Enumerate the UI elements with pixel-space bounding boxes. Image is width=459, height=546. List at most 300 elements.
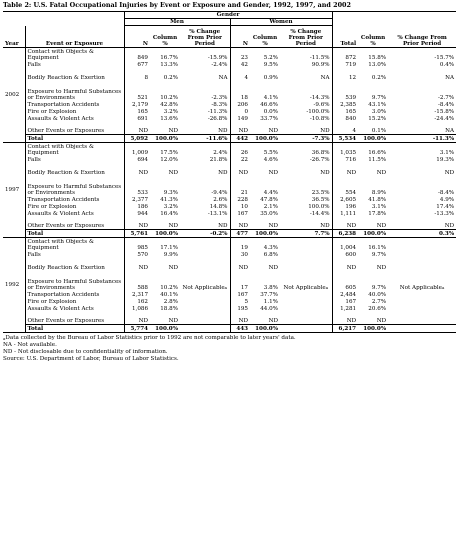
table-row	[3, 258, 456, 271]
table-row	[3, 48, 456, 61]
event-label: Bodily Reaction & Exertion	[25, 68, 124, 81]
tot-pct-cell: 15.8%	[358, 48, 388, 61]
tot-n-cell: 12	[332, 68, 358, 81]
women-chg-cell: 90.9%	[311, 61, 330, 68]
women-chg-cell	[280, 291, 332, 298]
tot-pct-cell: ND	[376, 264, 387, 271]
men-chg-cell	[180, 258, 230, 271]
tot-n-cell: ND	[332, 217, 358, 230]
table-row	[3, 291, 456, 298]
total-change-header: % Change From Prior Period	[388, 26, 456, 48]
women-chg-cell: NA	[320, 74, 330, 81]
total-men-chg-cell: -11.6%	[180, 135, 230, 143]
women-pct-cell: ND	[268, 223, 278, 230]
table-row	[3, 101, 456, 108]
women-pct-cell: 35.0%	[260, 210, 278, 217]
men-pct-cell: 0.2%	[163, 74, 178, 81]
total-label: Total	[25, 325, 124, 333]
women-pct-cell: 33.7%	[260, 115, 278, 122]
total-label: Total	[25, 135, 124, 143]
table-row	[3, 81, 456, 101]
men-n-cell: ND	[138, 223, 148, 230]
women-n-cell: 149	[230, 115, 250, 122]
tot-pct-cell: 3.1%	[371, 203, 387, 210]
men-n-cell: 2,179	[131, 101, 148, 108]
tot-chg-cell	[388, 291, 456, 298]
event-label: Assaults & Violent Acts	[25, 305, 124, 312]
tot-chg-cell	[388, 258, 456, 271]
event-label: Falls	[25, 156, 124, 163]
women-chg-cell: 23.5%	[311, 189, 330, 196]
men-pct-cell: ND	[168, 128, 178, 135]
tot-n-cell: 1,281	[332, 305, 358, 312]
tot-chg-cell	[388, 271, 456, 291]
men-chg-cell: 14.8%	[209, 203, 228, 210]
men-pct-cell: 12.0%	[160, 156, 178, 163]
tot-n-cell: 554	[332, 176, 358, 196]
women-n-cell: 19	[230, 238, 250, 251]
women-chg-cell	[280, 305, 332, 312]
women-pct-cell: 46.6%	[260, 101, 278, 108]
men-pct-cell: 16.4%	[160, 210, 178, 217]
men-chg-cell: ND	[218, 169, 228, 176]
tot-chg-cell: -15.7%	[388, 48, 456, 61]
tot-pct-cell: 0.2%	[371, 74, 387, 81]
total-men-chg-cell: -0.2%	[180, 230, 230, 238]
women-chg-cell	[280, 251, 332, 258]
women-pct-cell: 1.1%	[263, 298, 278, 305]
men-n-cell: 1,009	[124, 143, 150, 156]
event-label: Fire or Explosion	[25, 298, 124, 305]
total-women-chg-cell: -7.3%	[280, 135, 332, 143]
women-chg-cell: ND	[320, 223, 330, 230]
tot-pct-cell: 16.1%	[358, 238, 388, 251]
tot-chg-cell	[388, 238, 456, 251]
women-chg-cell: -14.3%	[309, 94, 330, 101]
table-row	[3, 163, 456, 176]
tot-n-cell: 600	[332, 251, 358, 258]
men-pct-cell: 16.7%	[150, 48, 180, 61]
women-chg-cell: 36.8%	[280, 143, 332, 156]
tot-pct-cell: 17.8%	[368, 210, 387, 217]
table-row	[3, 143, 456, 156]
men-pct-cell: 17.5%	[150, 143, 180, 156]
total-label: Total	[25, 230, 124, 238]
total-tot-n-cell: 5,534	[332, 135, 358, 143]
total-women-pct-cell: 100.0%	[250, 325, 280, 333]
tot-chg-cell: 4.9%	[439, 196, 455, 203]
gender-header: Gender	[124, 12, 332, 19]
women-n-cell: ND	[230, 217, 250, 230]
men-pct-cell: ND	[168, 223, 178, 230]
women-chg-cell: -26.7%	[309, 156, 330, 163]
men-n-cell: 985	[124, 238, 150, 251]
women-chg-cell: ND	[320, 169, 330, 176]
footnote-comparability: $^a$Data collected by the Bureau of Labor Statistics prior to 1992 are not comparable to later years' data.	[3, 335, 296, 342]
men-pct-cell: 17.1%	[150, 238, 180, 251]
women-pct-cell: 2.1%	[263, 203, 278, 210]
footnote-na: NA - Not available.	[3, 342, 57, 349]
footnotes	[3, 335, 456, 363]
total-header: Total	[332, 26, 358, 48]
event-label: Transportation Accidents	[25, 196, 124, 203]
men-chg-cell	[180, 298, 230, 305]
not-applicable-label: Not Applicable	[399, 284, 442, 291]
women-chg-cell: ND	[320, 128, 330, 135]
women-pct-cell: ND	[268, 318, 278, 325]
women-n-cell: 42	[230, 61, 250, 68]
total-men-n-cell: 5,761	[124, 230, 150, 238]
women-pct-cell: ND	[268, 169, 278, 176]
fatal-injuries-table	[3, 11, 456, 333]
men-pct-cell: 2.8%	[163, 298, 178, 305]
event-label: Assaults & Violent Acts	[25, 210, 124, 217]
total-women-chg-cell: 7.7%	[280, 230, 332, 238]
women-chg-cell: -14.4%	[309, 210, 330, 217]
women-pct-cell: 37.7%	[260, 291, 278, 298]
total-row	[3, 230, 456, 238]
men-chg-cell: -13.1%	[207, 210, 228, 217]
event-label: Fire or Explosion	[25, 108, 124, 115]
tot-n-cell: 719	[332, 61, 358, 68]
table-row	[3, 176, 456, 196]
tot-chg-cell: 17.4%	[436, 203, 455, 210]
women-n-cell: 30	[230, 251, 250, 258]
men-pct-cell: 18.8%	[160, 305, 178, 312]
footnote-marker: a	[224, 284, 228, 290]
tot-chg-cell: -8.4%	[437, 189, 455, 196]
men-chg-cell: 2.4%	[180, 143, 230, 156]
tot-chg-cell: -13.3%	[434, 210, 455, 217]
men-pct-cell: 3.2%	[163, 108, 178, 115]
total-men-pct-cell: 100.0%	[150, 325, 180, 333]
total-row	[3, 135, 456, 143]
men-chg-cell	[180, 251, 230, 258]
event-label: Exposure to Harmful Substances or Environments	[25, 176, 124, 196]
men-chg-cell	[180, 312, 230, 325]
men-pct-cell: ND	[168, 318, 178, 325]
not-applicable-label: Not Applicable	[283, 284, 326, 291]
women-n-cell: 26	[230, 143, 250, 156]
women-pct-cell: 3.8%	[263, 284, 278, 291]
table-row	[3, 210, 456, 217]
tot-pct-cell: 20.6%	[368, 305, 387, 312]
event-label: Other Events or Exposures	[25, 217, 124, 230]
men-n-cell: ND	[138, 169, 148, 176]
event-label: Bodily Reaction & Exertion	[25, 163, 124, 176]
men-chg-cell: ND	[218, 223, 228, 230]
tot-pct-cell: 43.1%	[368, 101, 387, 108]
men-n-cell: 8	[144, 74, 148, 81]
footnote-source: Source: U.S. Department of Labor, Bureau of Labor Statistics.	[3, 356, 179, 363]
women-pct-cell: 0.9%	[263, 74, 278, 81]
tot-n-cell: 539	[332, 81, 358, 101]
table-row	[3, 298, 456, 305]
men-n-cell: 849	[124, 48, 150, 61]
men-pct-cell: 3.2%	[163, 203, 178, 210]
men-chg-cell: ND	[218, 128, 228, 135]
tot-pct-cell: ND	[376, 223, 387, 230]
women-chg-cell	[280, 312, 332, 325]
event-label: Falls	[25, 251, 124, 258]
tot-n-cell: 2,484	[332, 291, 358, 298]
event-label: Contact with Objects & Equipment	[25, 238, 124, 251]
men-change-header: % Change From Prior Period	[180, 26, 230, 48]
tot-pct-cell: 3.0%	[371, 108, 387, 115]
footnote-nd: ND - Not disclosable due to confidentiality of information.	[3, 349, 168, 356]
event-label: Assaults & Violent Acts	[25, 115, 124, 122]
women-n-cell: 17	[230, 271, 250, 291]
total-women-n-cell: 442	[230, 135, 250, 143]
total-tot-chg-cell: -11.3%	[388, 135, 456, 143]
tot-chg-cell: NA	[445, 74, 455, 81]
women-pct-cell: 5.5%	[250, 143, 280, 156]
total-women-pct-cell: 100.0%	[250, 230, 280, 238]
total-tot-chg-cell	[388, 325, 456, 333]
footnote-marker: a	[441, 284, 445, 290]
event-header: Event or Exposure	[25, 26, 124, 48]
women-chg-cell: -100.0%	[306, 108, 330, 115]
men-n-cell: ND	[138, 128, 148, 135]
total-row	[3, 325, 456, 333]
tot-pct-cell: 40.0%	[368, 291, 387, 298]
women-n-cell: 167	[230, 210, 250, 217]
tot-n-cell: 840	[332, 115, 358, 122]
women-chg-cell	[280, 298, 332, 305]
tot-n-cell: 4	[332, 122, 358, 135]
tot-n-cell: 165	[332, 108, 358, 115]
men-chg-cell	[180, 305, 230, 312]
men-n-cell: 570	[137, 251, 148, 258]
table-row	[3, 305, 456, 312]
table-row	[3, 217, 456, 230]
footnote-marker: a	[3, 336, 6, 342]
women-n-cell: 195	[230, 305, 250, 312]
men-chg-cell: -2.3%	[211, 94, 228, 101]
men-n-cell: ND	[138, 318, 148, 325]
women-pct-cell: 4.4%	[263, 189, 278, 196]
tot-pct-cell: ND	[376, 169, 387, 176]
tot-chg-cell	[388, 298, 456, 305]
tot-pct-cell: 0.1%	[371, 128, 387, 135]
table-row	[3, 68, 456, 81]
women-chg-cell: -9.6%	[313, 101, 330, 108]
tot-pct-cell: 15.2%	[368, 115, 387, 122]
men-n-cell: 2,317	[131, 291, 148, 298]
men-chg-cell: -11.3%	[207, 108, 228, 115]
total-tot-n-cell: 6,217	[332, 325, 358, 333]
tot-pct-cell: 2.7%	[371, 298, 387, 305]
table-row	[3, 156, 456, 163]
total-tot-pct-cell: 100.0%	[358, 135, 388, 143]
table-row	[3, 61, 456, 68]
tot-chg-cell: NA	[445, 128, 455, 135]
year-cell: 2002	[3, 48, 25, 143]
women-n-cell: 23	[230, 48, 250, 61]
event-label: Other Events or Exposures	[25, 312, 124, 325]
women-n-cell: ND	[230, 258, 250, 271]
men-n-cell: 162	[137, 298, 148, 305]
women-pct-cell: 9.5%	[263, 61, 278, 68]
total-tot-n-cell: 6,238	[332, 230, 358, 238]
women-pct-cell: ND	[268, 264, 278, 271]
men-colpct-header: Column %	[150, 26, 180, 48]
women-n-cell: ND	[230, 163, 250, 176]
men-chg-cell: -8.3%	[211, 101, 228, 108]
total-women-chg-cell	[280, 325, 332, 333]
men-chg-cell	[180, 271, 230, 291]
event-label: Exposure to Harmful Substances or Environments	[25, 271, 124, 291]
women-chg-cell: 100.0%	[308, 203, 330, 210]
women-pct-cell: 4.3%	[250, 238, 280, 251]
tot-n-cell: 1,111	[332, 210, 358, 217]
men-pct-cell: 13.3%	[160, 61, 178, 68]
men-chg-cell	[180, 291, 230, 298]
women-n-cell: 5	[230, 298, 250, 305]
tot-chg-cell: ND	[444, 169, 455, 176]
total-tot-pct-cell: 100.0%	[358, 230, 388, 238]
tot-n-cell: 605	[332, 271, 358, 291]
women-pct-cell: 44.0%	[260, 305, 278, 312]
men-pct-cell: 42.8%	[160, 101, 178, 108]
men-n-cell: 165	[137, 108, 148, 115]
total-women-n-cell: 477	[230, 230, 250, 238]
women-chg-cell	[280, 238, 332, 251]
table-row	[3, 251, 456, 258]
men-pct-cell: ND	[168, 264, 178, 271]
men-chg-cell	[180, 238, 230, 251]
men-pct-cell: ND	[168, 169, 178, 176]
tot-chg-cell	[388, 312, 456, 325]
men-pct-cell: 13.6%	[160, 115, 178, 122]
event-label: Bodily Reaction & Exertion	[25, 258, 124, 271]
men-n-header: N	[124, 26, 150, 48]
tot-pct-cell: 16.6%	[358, 143, 388, 156]
women-n-header: N	[230, 26, 250, 48]
tot-chg-cell	[388, 305, 456, 312]
total-colpct-header: Column %	[358, 26, 388, 48]
tot-n-cell: 2,385	[332, 101, 358, 108]
tot-pct-cell: 41.8%	[368, 196, 387, 203]
tot-pct-cell: ND	[376, 318, 387, 325]
women-n-cell: 10	[230, 203, 250, 210]
tot-n-cell: 1,004	[332, 238, 358, 251]
women-pct-cell: 4.6%	[263, 156, 278, 163]
women-chg-cell	[280, 271, 332, 291]
tot-n-cell: 2,605	[332, 196, 358, 203]
men-n-cell: 186	[137, 203, 148, 210]
men-chg-cell: 2.6%	[213, 196, 228, 203]
men-pct-cell: 10.2%	[160, 284, 178, 291]
event-label: Fire or Explosion	[25, 203, 124, 210]
women-pct-cell: 5.2%	[250, 48, 280, 61]
tot-chg-cell: 0.4%	[439, 61, 455, 68]
women-chg-cell: -11.5%	[280, 48, 332, 61]
tot-n-cell: 872	[332, 48, 358, 61]
table-row	[3, 122, 456, 135]
women-header: Women	[230, 19, 332, 26]
footnote-marker: a	[325, 284, 329, 290]
table-row	[3, 203, 456, 210]
total-men-pct-cell: 100.0%	[150, 135, 180, 143]
women-chg-cell: -10.8%	[309, 115, 330, 122]
event-label: Contact with Objects & Equipment	[25, 143, 124, 156]
men-n-cell: 691	[137, 115, 148, 122]
tot-n-cell: 1,035	[332, 143, 358, 156]
table-row	[3, 108, 456, 115]
women-n-cell: 167	[230, 291, 250, 298]
tot-chg-cell: -8.4%	[437, 101, 455, 108]
total-women-n-cell: 443	[230, 325, 250, 333]
tot-chg-cell: ND	[444, 223, 455, 230]
total-men-n-cell: 5,092	[124, 135, 150, 143]
tot-n-cell: 196	[332, 203, 358, 210]
tot-pct-cell: 9.7%	[371, 284, 387, 291]
year-cell: 1992	[3, 238, 25, 333]
women-colpct-header: Column %	[250, 26, 280, 48]
table-row	[3, 115, 456, 122]
tot-n-cell: ND	[332, 163, 358, 176]
tot-pct-cell: 11.5%	[368, 156, 387, 163]
tot-chg-cell: -15.8%	[434, 108, 455, 115]
men-chg-cell: -15.9%	[180, 48, 230, 61]
men-n-cell: 2,377	[131, 196, 148, 203]
event-label: Falls	[25, 61, 124, 68]
tot-pct-cell: 13.0%	[368, 61, 387, 68]
total-tot-pct-cell: 100.0%	[358, 325, 388, 333]
men-n-cell: ND	[138, 264, 148, 271]
event-label: Contact with Objects & Equipment	[25, 48, 124, 61]
women-chg-cell: 36.5%	[311, 196, 330, 203]
women-n-cell: 4	[230, 68, 250, 81]
not-applicable-label: Not Applicable	[182, 284, 225, 291]
women-change-header: % Change From Prior Period	[280, 26, 332, 48]
women-n-cell: ND	[230, 312, 250, 325]
table-row	[3, 196, 456, 203]
tot-chg-cell: -24.4%	[434, 115, 455, 122]
men-pct-cell: 9.3%	[163, 189, 178, 196]
men-pct-cell: 10.2%	[160, 94, 178, 101]
women-n-cell: ND	[230, 122, 250, 135]
year-header: Year	[3, 26, 25, 48]
table-row	[3, 271, 456, 291]
tot-n-cell: ND	[332, 258, 358, 271]
tot-pct-cell: 8.9%	[371, 189, 387, 196]
tot-n-cell: 167	[332, 298, 358, 305]
men-n-cell: 533	[137, 189, 148, 196]
men-chg-cell: 21.8%	[209, 156, 228, 163]
tot-chg-cell: 19.3%	[436, 156, 455, 163]
year-cell: 1997	[3, 143, 25, 238]
men-pct-cell: 40.1%	[160, 291, 178, 298]
men-n-cell: 944	[137, 210, 148, 217]
women-n-cell: 21	[230, 176, 250, 196]
tot-n-cell: ND	[332, 312, 358, 325]
men-n-cell: 677	[137, 61, 148, 68]
event-label: Other Events or Exposures	[25, 122, 124, 135]
event-label: Transportation Accidents	[25, 291, 124, 298]
total-women-pct-cell: 100.0%	[250, 135, 280, 143]
total-men-chg-cell	[180, 325, 230, 333]
tot-n-cell: 716	[332, 156, 358, 163]
event-label: Transportation Accidents	[25, 101, 124, 108]
event-label: Exposure to Harmful Substances or Environments	[25, 81, 124, 101]
women-chg-cell	[280, 258, 332, 271]
table-row	[3, 238, 456, 251]
men-n-cell: 694	[137, 156, 148, 163]
men-chg-cell: -26.8%	[207, 115, 228, 122]
men-pct-cell: 9.9%	[163, 251, 178, 258]
